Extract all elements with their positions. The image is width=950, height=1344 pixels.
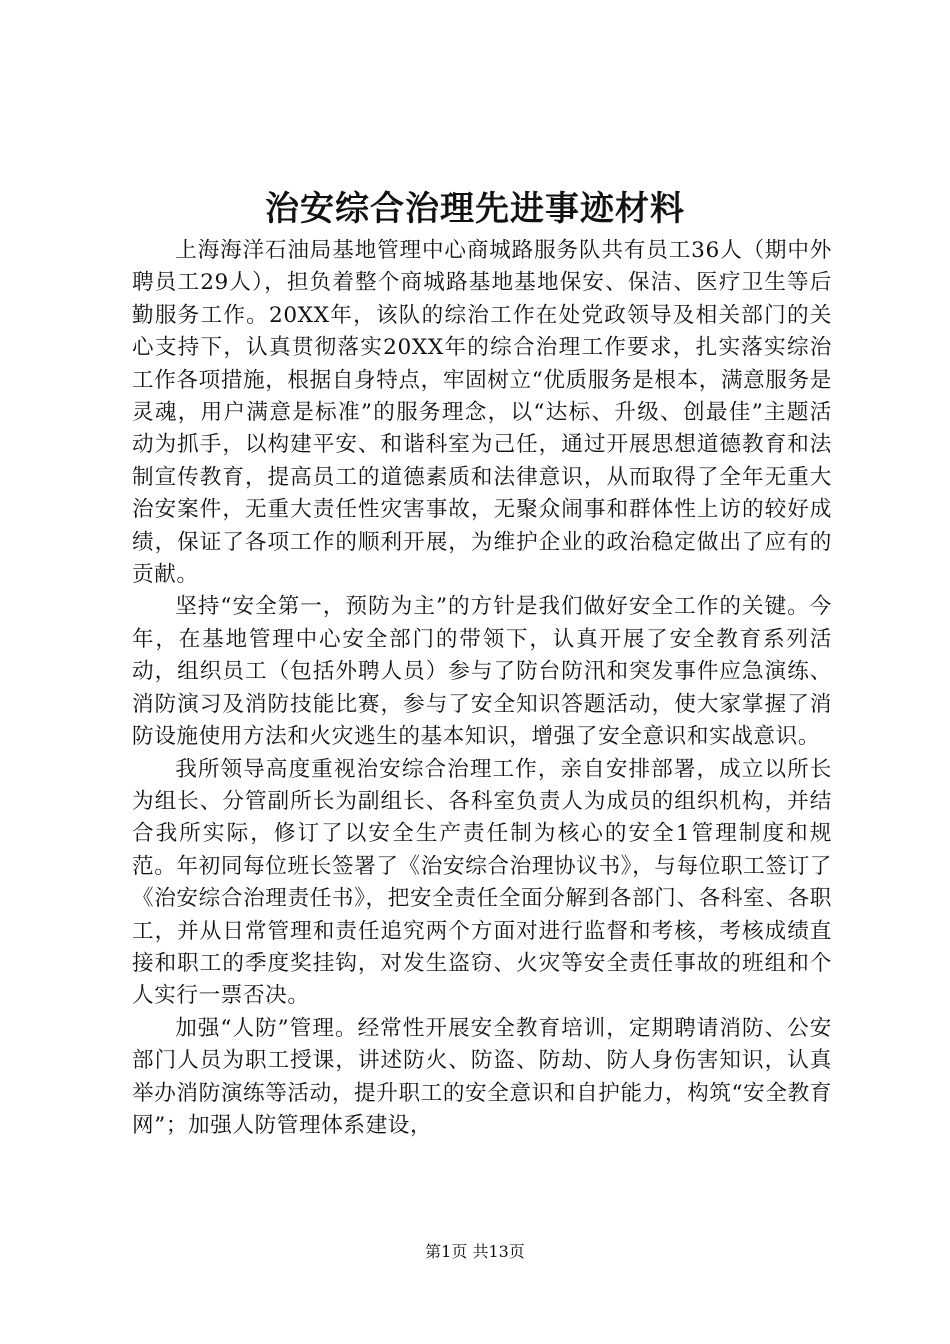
paragraph-2: 坚持“安全第一，预防为主”的方针是我们做好安全工作的关键。今年，在基地管理中心安全部门的带领下，认真开展了安全教育系列活动，组织员工（包括外聘人员）参与了防台防汛和突发事件应急演练、消防演习及消防技能比赛，参与了安全知识答题活动，使大家掌握了消防设施使用方法和火灾逃生的基本知识，增强了安全意识和实战意识。 xyxy=(132,594,832,750)
document-body xyxy=(132,235,832,1142)
paragraph-3: 我所领导高度重视治安综合治理工作，亲自安排部署，成立以所长为组长、分管副所长为副组长、各科室负责人为成员的组织机构，并结合我所实际，修订了以安全生产责任制为核心的安全1管理制度和规范。年初同每位班长签署了《治安综合治理协议书》，与每位职工签订了《治安综合治理责任书》，把安全责任全面分解到各部门、各科室、各职工，并从日常管理和责任追究两个方面对进行监督和考核，考核成绩直接和职工的季度奖挂钩，对发生盗窃、火灾等安全责任事故的班组和个人实行一票否决。 xyxy=(132,756,832,1009)
paragraph-4: 加强“人防”管理。经常性开展安全教育培训，定期聘请消防、公安部门人员为职工授课，讲述防火、防盗、防劫、防人身伤害知识，认真举办消防演练等活动，提升职工的安全意识和自护能力，构筑“安全教育网”；加强人防管理体系建设， xyxy=(132,1015,832,1138)
page-number-footer: 第1页 共13页 xyxy=(425,1242,525,1261)
document-title: 治安综合治理先进事迹材料 xyxy=(265,189,685,229)
paragraph-1: 上海海洋石油局基地管理中心商城路服务队共有员工36人（期中外聘员工29人），担负着整个商城路基地基地保安、保洁、医疗卫生等后勤服务工作。20XX年，该队的综治工作在处党政领导及相关部门的关心支持下，认真贯彻落实20XX年的综合治理工作要求，扎实落实综治工作各项措施，根据自身特点，牢固树立“优质服务是根本，满意服务是灵魂，用户满意是标准”的服务理念，以“达标、升级、创最佳”主题活动为抓手，以构建平安、和谐科室为己任，通过开展思想道德教育和法制宣传教育，提高员工的道德素质和法律意识，从而取得了全年无重大治安案件，无重大责任性灾害事故，无聚众闹事和群体性上访的较好成绩，保证了各项工作的顺利开展，为维护企业的政治稳定做出了应有的贡献。 xyxy=(132,238,832,588)
